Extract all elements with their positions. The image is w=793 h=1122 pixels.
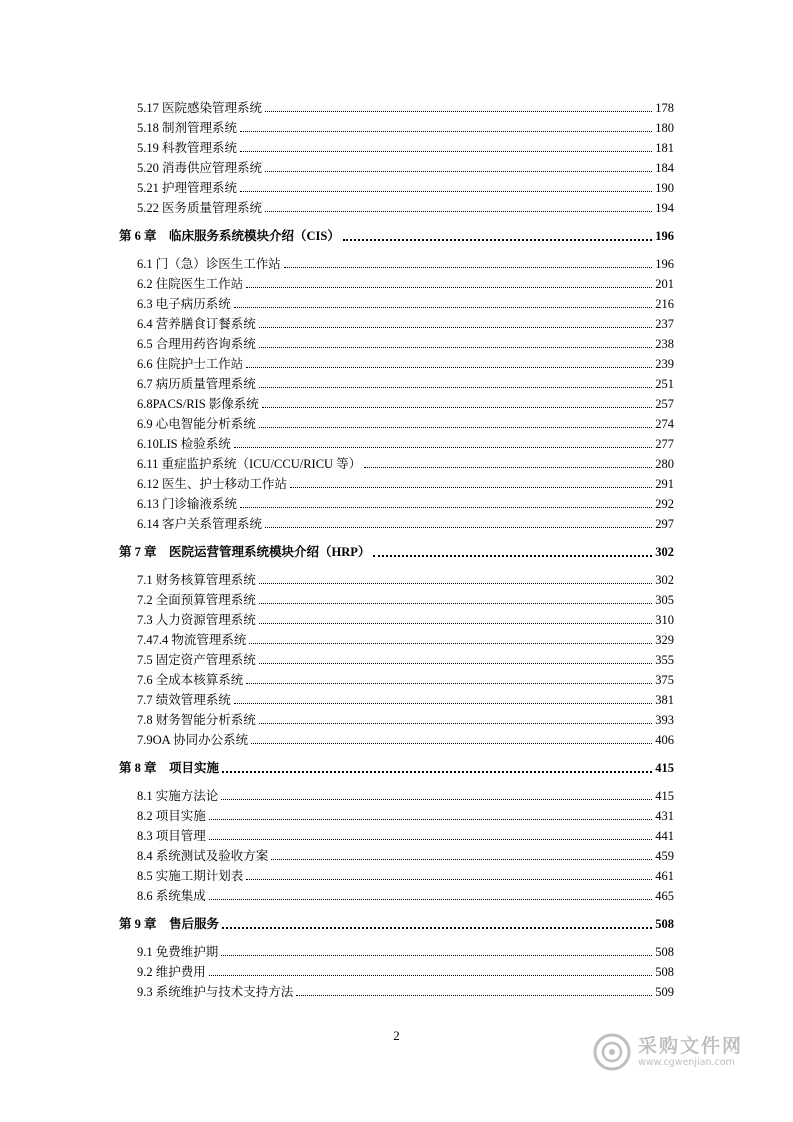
toc-dot-leader bbox=[209, 838, 652, 840]
toc-dot-leader bbox=[343, 238, 652, 241]
toc-dot-leader bbox=[259, 346, 652, 348]
toc-entry-title: 7.9OA 协同办公系统 bbox=[137, 733, 249, 747]
toc-entry-page: 302 bbox=[655, 545, 674, 559]
toc-entry-title: 6.3 电子病历系统 bbox=[137, 297, 231, 311]
toc-row[interactable] bbox=[137, 332, 674, 352]
toc-entry-title: 9.1 免费维护期 bbox=[137, 945, 219, 959]
toc-dot-leader bbox=[246, 286, 652, 288]
toc-row[interactable] bbox=[137, 432, 674, 452]
toc-entry-page: 465 bbox=[655, 889, 674, 903]
toc-entry-page: 196 bbox=[655, 257, 674, 271]
toc-entry-title: 6.11 重症监护系统（ICU/CCU/RICU 等） bbox=[137, 457, 362, 471]
toc-chapter-row[interactable] bbox=[119, 912, 674, 932]
toc-row[interactable] bbox=[137, 352, 674, 372]
toc-entry-title: 8.4 系统测试及验收方案 bbox=[137, 849, 269, 863]
toc-dot-leader bbox=[246, 878, 652, 880]
toc-dot-leader bbox=[222, 926, 652, 929]
toc-entry-title: 7.7 绩效管理系统 bbox=[137, 693, 231, 707]
toc-entry-title: 6.13 门诊输液系统 bbox=[137, 497, 238, 511]
toc-entry-title: 8.5 实施工期计划表 bbox=[137, 869, 244, 883]
toc-row[interactable] bbox=[137, 668, 674, 688]
toc-entry-page: 381 bbox=[655, 693, 674, 707]
toc-chapter-row[interactable] bbox=[119, 224, 674, 244]
toc-entry-page: 257 bbox=[655, 397, 674, 411]
toc-entry-title: 6.12 医生、护士移动工作站 bbox=[137, 477, 288, 491]
toc-row[interactable] bbox=[137, 824, 674, 844]
toc-entry-title: 7.47.4 物流管理系统 bbox=[137, 633, 247, 647]
toc-entry-page: 238 bbox=[655, 337, 674, 351]
toc-entry-page: 239 bbox=[655, 357, 674, 371]
toc-row[interactable] bbox=[137, 156, 674, 176]
toc-entry-title: 5.19 科教管理系统 bbox=[137, 141, 238, 155]
toc-row[interactable] bbox=[137, 312, 674, 332]
toc-dot-leader bbox=[259, 662, 652, 664]
watermark-name: 采购文件网 bbox=[638, 1035, 744, 1057]
toc-entry-title: 6.9 心电智能分析系统 bbox=[137, 417, 256, 431]
toc-entry-title: 6.2 住院医生工作站 bbox=[137, 277, 244, 291]
toc-dot-leader bbox=[240, 150, 652, 152]
toc-dot-leader bbox=[221, 954, 652, 956]
toc-dot-leader bbox=[251, 742, 652, 744]
toc-row[interactable] bbox=[137, 176, 674, 196]
toc-dot-leader bbox=[259, 386, 652, 388]
toc-dot-leader bbox=[259, 326, 652, 328]
toc-row[interactable] bbox=[137, 252, 674, 272]
toc-dot-leader bbox=[259, 426, 652, 428]
toc-entry-page: 509 bbox=[655, 985, 674, 999]
toc-row[interactable] bbox=[137, 708, 674, 728]
toc-row[interactable] bbox=[137, 96, 674, 116]
toc-entry-page: 190 bbox=[655, 181, 674, 195]
toc-dot-leader bbox=[259, 722, 652, 724]
toc-entry-page: 237 bbox=[655, 317, 674, 331]
toc-dot-leader bbox=[234, 306, 652, 308]
toc-entry-title: 6.5 合理用药咨询系统 bbox=[137, 337, 256, 351]
toc-dot-leader bbox=[259, 602, 652, 604]
toc-entry-page: 305 bbox=[655, 593, 674, 607]
toc-row[interactable] bbox=[137, 804, 674, 824]
toc-chapter-row[interactable] bbox=[119, 540, 674, 560]
toc-entry-title: 7.1 财务核算管理系统 bbox=[137, 573, 256, 587]
toc-dot-leader bbox=[364, 466, 652, 468]
toc-entry-title: 7.8 财务智能分析系统 bbox=[137, 713, 256, 727]
toc-row[interactable] bbox=[137, 272, 674, 292]
toc-entry-page: 180 bbox=[655, 121, 674, 135]
toc-dot-leader bbox=[259, 582, 652, 584]
toc-row[interactable] bbox=[137, 196, 674, 216]
toc-row[interactable] bbox=[137, 392, 674, 412]
toc-row[interactable] bbox=[137, 372, 674, 392]
toc-dot-leader bbox=[259, 622, 652, 624]
toc-entry-page: 441 bbox=[655, 829, 674, 843]
toc-entry-title: 6.4 营养膳食订餐系统 bbox=[137, 317, 256, 331]
toc-row[interactable] bbox=[137, 492, 674, 512]
toc-entry-title: 6.14 客户关系管理系统 bbox=[137, 517, 263, 531]
toc-entry-page: 415 bbox=[655, 761, 674, 775]
toc-entry-page: 178 bbox=[655, 101, 674, 115]
toc-entry-page: 508 bbox=[655, 945, 674, 959]
toc-dot-leader bbox=[222, 770, 652, 773]
toc-row[interactable] bbox=[137, 980, 674, 1000]
toc-entry-page: 184 bbox=[655, 161, 674, 175]
toc-dot-leader bbox=[209, 974, 652, 976]
toc-entry-page: 277 bbox=[655, 437, 674, 451]
toc-entry-title: 9.3 系统维护与技术支持方法 bbox=[137, 985, 294, 999]
toc-entry-title: 5.18 制剂管理系统 bbox=[137, 121, 238, 135]
toc-entry-title: 8.6 系统集成 bbox=[137, 889, 206, 903]
toc-entry-title: 7.3 人力资源管理系统 bbox=[137, 613, 256, 627]
toc-entry-title: 第 7 章 医院运营管理系统模块介绍（HRP） bbox=[119, 545, 371, 559]
toc-row[interactable] bbox=[137, 884, 674, 904]
toc-entry-page: 329 bbox=[655, 633, 674, 647]
toc-entry-page: 459 bbox=[655, 849, 674, 863]
toc-entry-page: 201 bbox=[655, 277, 674, 291]
toc-dot-leader bbox=[234, 446, 652, 448]
toc-row[interactable] bbox=[137, 472, 674, 492]
toc-dot-leader bbox=[240, 130, 652, 132]
toc-row[interactable] bbox=[137, 960, 674, 980]
toc-entry-page: 297 bbox=[655, 517, 674, 531]
toc-dot-leader bbox=[265, 210, 652, 212]
toc-entry-title: 7.5 固定资产管理系统 bbox=[137, 653, 256, 667]
toc-dot-leader bbox=[209, 898, 652, 900]
toc-entry-page: 415 bbox=[655, 789, 674, 803]
watermark-logo bbox=[592, 1030, 762, 1074]
toc-row[interactable] bbox=[137, 844, 674, 864]
watermark-emblem-icon bbox=[592, 1032, 632, 1072]
toc-row[interactable] bbox=[137, 784, 674, 804]
toc-entry-page: 310 bbox=[655, 613, 674, 627]
toc-entry-title: 6.10LIS 检验系统 bbox=[137, 437, 231, 451]
toc-entry-title: 8.1 实施方法论 bbox=[137, 789, 219, 803]
toc-entry-page: 292 bbox=[655, 497, 674, 511]
toc-entry-title: 第 9 章 售后服务 bbox=[119, 917, 220, 931]
toc-chapter-row[interactable] bbox=[119, 756, 674, 776]
toc-dot-leader bbox=[240, 506, 652, 508]
toc-row[interactable] bbox=[137, 588, 674, 608]
toc-entry-page: 291 bbox=[655, 477, 674, 491]
toc-row[interactable] bbox=[137, 512, 674, 532]
toc-entry-title: 7.2 全面预算管理系统 bbox=[137, 593, 256, 607]
toc-entry-page: 508 bbox=[655, 965, 674, 979]
toc-dot-leader bbox=[240, 190, 652, 192]
toc-dot-leader bbox=[265, 526, 652, 528]
toc-entry-page: 375 bbox=[655, 673, 674, 687]
toc-row[interactable] bbox=[137, 648, 674, 668]
toc-entry-page: 302 bbox=[655, 573, 674, 587]
toc-entry-page: 280 bbox=[655, 457, 674, 471]
toc-row[interactable] bbox=[137, 608, 674, 628]
toc-entry-title: 6.7 病历质量管理系统 bbox=[137, 377, 256, 391]
toc-entry-title: 5.21 护理管理系统 bbox=[137, 181, 238, 195]
toc-dot-leader bbox=[246, 682, 652, 684]
toc-dot-leader bbox=[246, 366, 652, 368]
toc-entry-title: 5.22 医务质量管理系统 bbox=[137, 201, 263, 215]
toc-entry-title: 6.6 住院护士工作站 bbox=[137, 357, 244, 371]
toc-entry-page: 181 bbox=[655, 141, 674, 155]
toc-row[interactable] bbox=[137, 412, 674, 432]
toc-dot-leader bbox=[265, 170, 652, 172]
toc-row[interactable] bbox=[137, 452, 674, 472]
toc-dot-leader bbox=[221, 798, 652, 800]
toc-entry-page: 216 bbox=[655, 297, 674, 311]
watermark-url: www.cgwenjian.com bbox=[638, 1057, 735, 1068]
toc-dot-leader bbox=[262, 406, 652, 408]
toc-entry-title: 5.17 医院感染管理系统 bbox=[137, 101, 263, 115]
toc-entry-title: 7.6 全成本核算系统 bbox=[137, 673, 244, 687]
page-number: 2 bbox=[393, 1028, 400, 1043]
toc-entry-title: 第 8 章 项目实施 bbox=[119, 761, 220, 775]
toc-entry-page: 196 bbox=[655, 229, 674, 243]
toc-entry-page: 508 bbox=[655, 917, 674, 931]
toc-row[interactable] bbox=[137, 136, 674, 156]
toc-dot-leader bbox=[209, 818, 652, 820]
toc-entry-page: 274 bbox=[655, 417, 674, 431]
toc-row[interactable] bbox=[137, 688, 674, 708]
toc-dot-leader bbox=[296, 994, 652, 996]
toc-entry-page: 431 bbox=[655, 809, 674, 823]
toc-row[interactable] bbox=[137, 728, 674, 748]
toc-row[interactable] bbox=[137, 864, 674, 884]
toc-entry-page: 251 bbox=[655, 377, 674, 391]
toc-entry-page: 194 bbox=[655, 201, 674, 215]
toc-row[interactable] bbox=[137, 940, 674, 960]
toc-entry-title: 6.8PACS/RIS 影像系统 bbox=[137, 397, 259, 411]
toc-entry-page: 355 bbox=[655, 653, 674, 667]
toc-entry-title: 9.2 维护费用 bbox=[137, 965, 206, 979]
toc-dot-leader bbox=[290, 486, 652, 488]
toc-entry-page: 406 bbox=[655, 733, 674, 747]
toc-dot-leader bbox=[249, 642, 652, 644]
toc-entry-title: 第 6 章 临床服务系统模块介绍（CIS） bbox=[119, 229, 340, 243]
toc-dot-leader bbox=[265, 110, 652, 112]
toc-entry-title: 8.2 项目实施 bbox=[137, 809, 206, 823]
toc-dot-leader bbox=[284, 266, 652, 268]
toc-entry-title: 5.20 消毒供应管理系统 bbox=[137, 161, 263, 175]
toc-entry-page: 461 bbox=[655, 869, 674, 883]
toc-entry-page: 393 bbox=[655, 713, 674, 727]
toc-row[interactable] bbox=[137, 568, 674, 588]
toc-row[interactable] bbox=[137, 292, 674, 312]
toc-entry-title: 6.1 门（急）诊医生工作站 bbox=[137, 257, 281, 271]
toc-row[interactable] bbox=[137, 116, 674, 136]
toc-dot-leader bbox=[234, 702, 652, 704]
toc-dot-leader bbox=[271, 858, 652, 860]
toc-row[interactable] bbox=[137, 628, 674, 648]
toc-dot-leader bbox=[373, 554, 652, 557]
toc-entry-title: 8.3 项目管理 bbox=[137, 829, 206, 843]
